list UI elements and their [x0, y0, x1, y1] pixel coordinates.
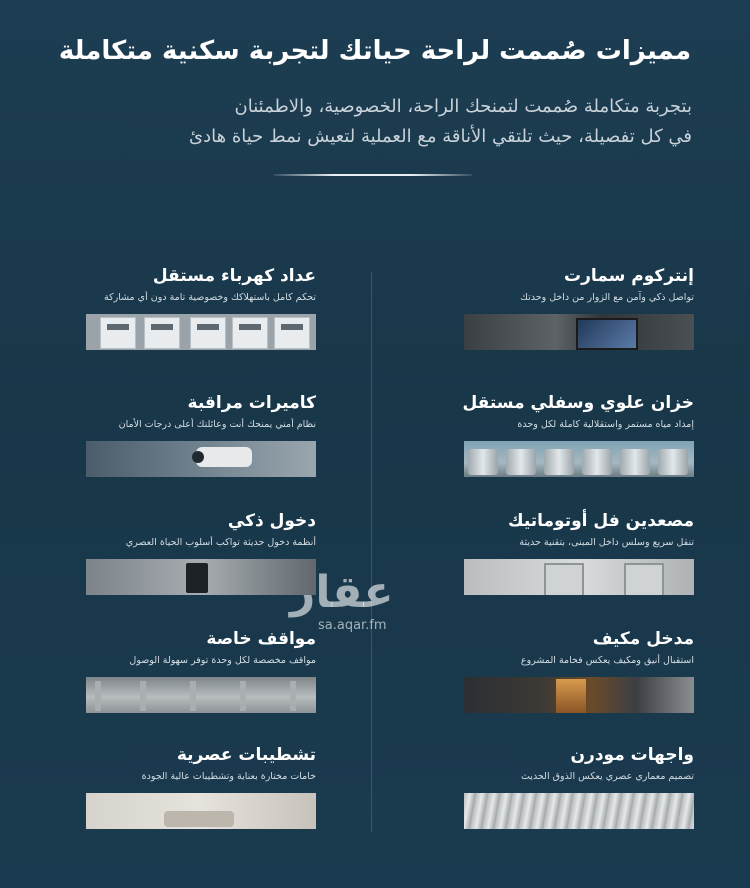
feature-title: تشطيبات عصرية [176, 745, 316, 765]
intercom-photo [464, 314, 694, 350]
watermark-url: sa.aqar.fm [318, 618, 387, 633]
feature-lobby [462, 627, 694, 747]
feature-title: مصعدين فل أوتوماتيك [507, 511, 694, 531]
feature-parking [84, 627, 316, 747]
feature-intercom [462, 264, 694, 384]
feature-description: أنظمة دخول حديثة تواكب أسلوب الحياة العصري [125, 537, 316, 548]
feature-description: خامات مختارة بعناية وتشطيبات عالية الجودة [141, 771, 316, 782]
feature-title: مدخل مكيف [592, 629, 694, 649]
feature-facades [462, 743, 694, 863]
parking-photo [86, 677, 316, 713]
feature-description: تنقل سريع وسلس داخل المبنى، بتقنية حديثة [519, 537, 694, 548]
feature-smart-entry [84, 509, 316, 629]
security-camera-photo [86, 441, 316, 477]
intro-line-2: في كل تفصيلة، حيث تلتقي الأناقة مع العملية لتعيش نمط حياة هادئ [189, 126, 692, 147]
feature-description: تحكم كامل باستهلاكك وخصوصية تامة دون أي مشاركة [103, 292, 316, 303]
feature-description: إمداد مياه مستمر واستقلالية كاملة لكل وحدة [517, 419, 694, 430]
feature-title: عداد كهرباء مستقل [152, 266, 316, 286]
feature-tanks [462, 391, 694, 511]
interior-finishes-photo [86, 793, 316, 829]
feature-title: واجهات مودرن [570, 745, 694, 765]
feature-description: تصميم معماري عصري يعكس الذوق الحديث [520, 771, 694, 782]
intro-line-1: بتجربة متكاملة صُممت لتمنحك الراحة، الخصوصية، والاطمئنان [234, 96, 692, 117]
feature-finishes [84, 743, 316, 863]
feature-title: خزان علوي وسفلي مستقل [462, 393, 694, 413]
intro-text [58, 92, 692, 152]
feature-description: مواقف مخصصة لكل وحدة توفر سهولة الوصول [129, 655, 316, 666]
lobby-entrance-photo [464, 677, 694, 713]
feature-description: استقبال أنيق ومكيف يعكس فخامة المشروع [520, 655, 694, 666]
title-divider [274, 174, 472, 176]
electric-meter-photo [86, 314, 316, 350]
water-tank-photo [464, 441, 694, 477]
elevator-photo [464, 559, 694, 595]
feature-description: تواصل ذكي وآمن مع الزوار من داخل وحدتك [520, 292, 694, 303]
page-title: مميزات صُممت لراحة حياتك لتجربة سكنية متكاملة [58, 36, 692, 66]
feature-title: كاميرات مراقبة [187, 393, 316, 413]
facade-photo [464, 793, 694, 829]
feature-cameras [84, 391, 316, 511]
watermark [290, 568, 430, 634]
column-divider [371, 272, 372, 832]
feature-description: نظام أمني يمنحك أنت وعائلتك أعلى درجات الأمان [118, 419, 316, 430]
watermark-logo: عقار [290, 567, 394, 618]
feature-title: دخول ذكي [227, 511, 316, 531]
feature-title: إنتركوم سمارت [563, 266, 694, 286]
feature-elevators [462, 509, 694, 629]
feature-title: مواقف خاصة [206, 629, 316, 649]
feature-meter [84, 264, 316, 384]
smart-lock-photo [86, 559, 316, 595]
